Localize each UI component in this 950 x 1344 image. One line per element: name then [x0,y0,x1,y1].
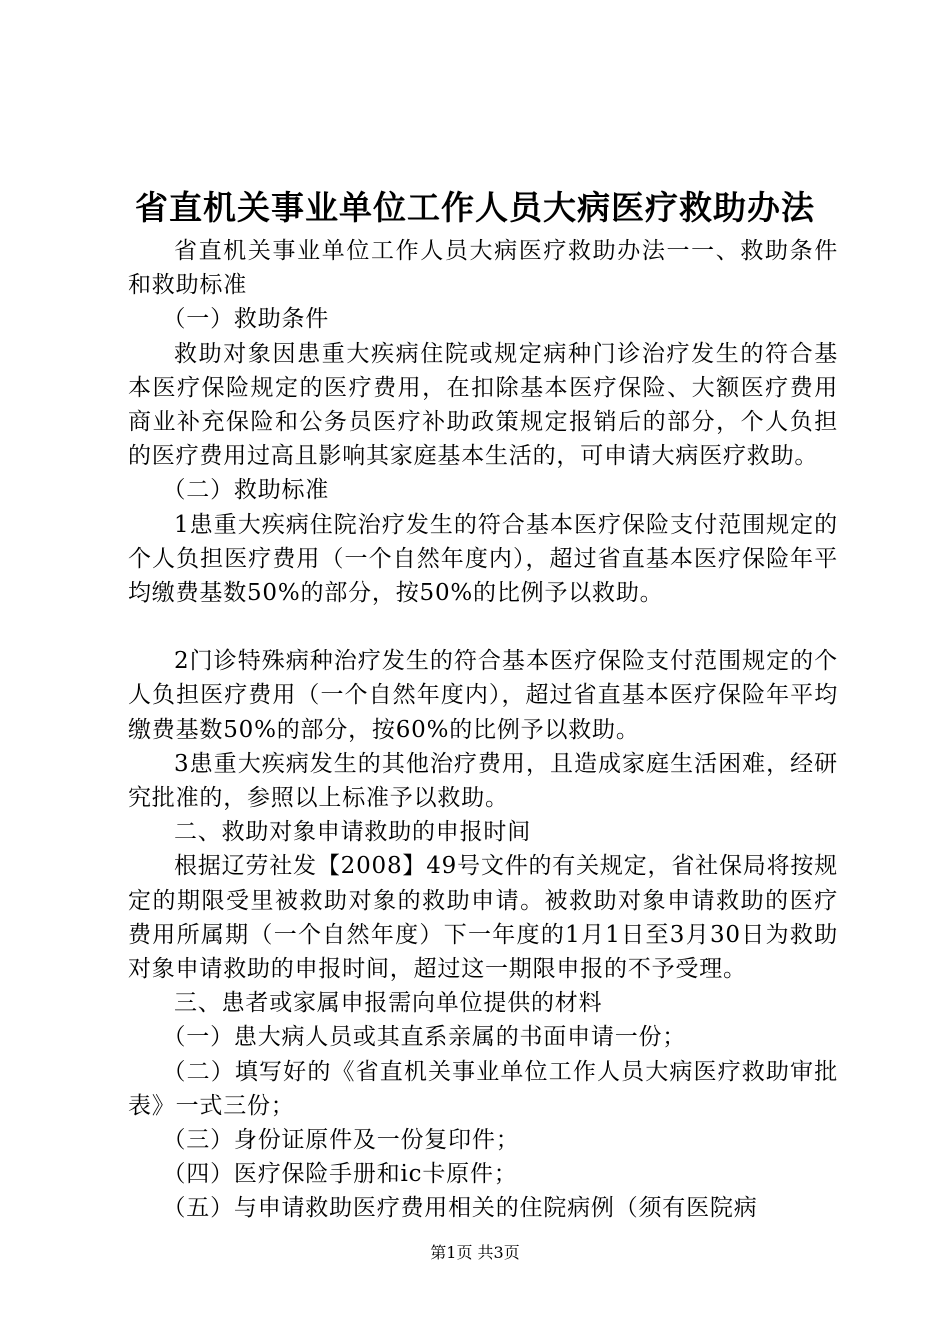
paragraph-standard-1: 1患重大疾病住院治疗发生的符合基本医疗保险支付范围规定的个人负担医疗费用（一个自然年度内），超过省直基本医疗保险年平均缴费基数50%的部分，按50%的比例予以救助。 [128,511,838,607]
paragraph-intro: 省直机关事业单位工作人员大病医疗救助办法一一、救助条件和救助标准 [128,238,838,299]
paragraph-heading-timing: 二、救助对象申请救助的申报时间 [174,819,531,846]
paragraph-standard-2: 2门诊特殊病种治疗发生的符合基本医疗保险支付范围规定的个人负担医疗费用（一个自然年度内），超过省直基本医疗保险年平均缴费基数50%的部分，按60%的比例予以救助。 [128,648,838,743]
paragraph-material-1: （一）患大病人员或其直系亲属的书面申请一份； [162,1024,687,1051]
paragraph-timing: 根据辽劳社发【2008】49号文件的有关规定，省社保局将按规定的期限受里被救助对象的救助申请。被救助对象申请救助的医疗费用所属期（一个自然年度）下一年度的1月1日至3月30日为救助对象申请救助的申报时间，超过这一期限申报的不予受理。 [128,853,838,983]
paragraph-material-5: （五）与申请救助医疗费用相关的住院病例（须有医院病 [162,1195,758,1222]
paragraph-heading-conditions: （一）救助条件 [162,306,330,333]
paragraph-standard-3: 3患重大疾病发生的其他治疗费用，且造成家庭生活困难，经研究批准的，参照以上标准予以救助。 [128,750,838,812]
paragraph-conditions: 救助对象因患重大疾病住院或规定病种门诊治疗发生的符合基本医疗保险规定的医疗费用，在扣除基本医疗保险、大额医疗费用商业补充保险和公务员医疗补助政策规定报销后的部分，个人负担的医疗费用过高且影响其家庭基本生活的，可申请大病医疗救助。 [128,340,838,470]
document-title: 省直机关事业单位工作人员大病医疗救助办法 [135,188,815,227]
paragraph-material-3: （三）身份证原件及一份复印件； [162,1127,520,1154]
document-body [128,234,838,1226]
paragraph-material-2: （二）填写好的《省直机关事业单位工作人员大病医疗救助审批表》一式三份； [128,1058,838,1119]
paragraph-heading-standards: （二）救助标准 [162,477,330,504]
page-footer: 第1页 共3页 [430,1243,520,1262]
paragraph-material-4: （四）医疗保险手册和ic卡原件； [162,1161,518,1188]
paragraph-heading-materials: 三、患者或家属申报需向单位提供的材料 [174,990,603,1017]
